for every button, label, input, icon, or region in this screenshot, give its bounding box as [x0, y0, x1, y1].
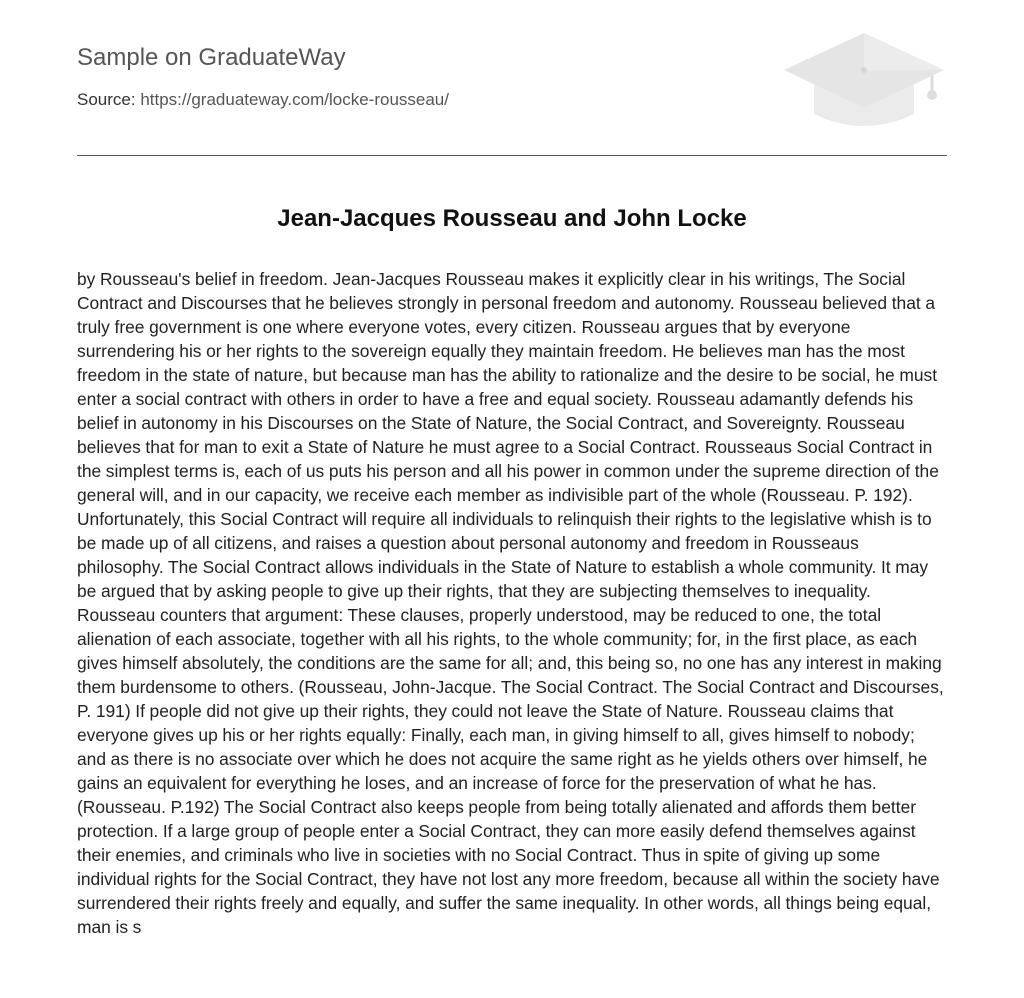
- cap-board-shade: [864, 33, 944, 70]
- cap-button: [861, 67, 867, 73]
- source-label: Source:: [77, 90, 141, 109]
- tassel-end: [927, 90, 937, 100]
- site-brand: Sample on GraduateWay: [77, 44, 346, 71]
- source-line: [77, 90, 449, 110]
- header-divider: [77, 155, 947, 156]
- page-header: [77, 0, 947, 156]
- article-body: by Rousseau's belief in freedom. Jean-Jacques Rousseau makes it explicitly clear in his writings, The Social Contract and Discourses that he believes strongly in personal freedom and autonomy. Rousseau believed that a truly free government is one where everyone votes, every citizen. Rousseau argues that by everyone surrendering his or her rights to the sovereign equally they maintain freedom. He believes man has the most freedom in the state of nature, but because man has the ability to rationalize and the desire to be social, he must enter a social contract with others in order to have a free and equal society. Rousseau adamantly defends his belief in autonomy in his Discourses on the State of Nature, the Social Contract, and Sovereignty. Rousseau believes that for man to exit a State of Nature he must agree to a Social Contract. Rousseaus Social Contract in the simplest terms is, each of us puts his person and all his power in common under the supreme direction of the general will, and in our capacity, we receive each member as indivisible part of the whole (Rousseau. P. 192). Unfortunately, this Social Contract will require all individuals to relinquish their rights to the legislative whish is to be made up of all citizens, and raises a question about personal autonomy and freedom in Rousseaus philosophy. The Social Contract allows individuals in the State of Nature to establish a whole community. It may be argued that by asking people to give up their rights, that they are subjecting themselves to inequality. Rousseau counters that argument: These clauses, properly understood, may be reduced to one, the total alienation of each associate, together with all his rights, to the whole community; for, in the first place, as each gives himself absolutely, the conditions are the same for all; and, this being so, no one has any interest in making them burdensome to others. (Rousseau, John-Jacque. The Social Contract. The Social Contract and Discourses, P. 191) If people did not give up their rights, they could not leave the State of Nature. Rousseau claims that everyone gives up his or her rights equally: Finally, each man, in giving himself to all, gives himself to nobody; and as there is no associate over which he does not acquire the same right as he yields others over himself, he gains an equivalent for everything he loses, and an increase of force for the preservation of what he has. (Rousseau. P.192) The Social Contract also keeps people from being totally alienated and affords them better protection. If a large group of people enter a Social Contract, they can more easily defend themselves against their enemies, and criminals who live in societies with no Social Contract. Thus in spite of giving up some individual rights for the Social Contract, they have not lost any more freedom, because all within the society have surrendered their rights freely and equally, and suffer the same inequality. In other words, all things being equal, man is s: [77, 269, 944, 937]
- graduation-cap-icon: [782, 30, 947, 135]
- page-title: Jean-Jacques Rousseau and John Locke: [277, 205, 747, 232]
- source-link[interactable]: https://graduateway.com/locke-rousseau/: [140, 90, 449, 109]
